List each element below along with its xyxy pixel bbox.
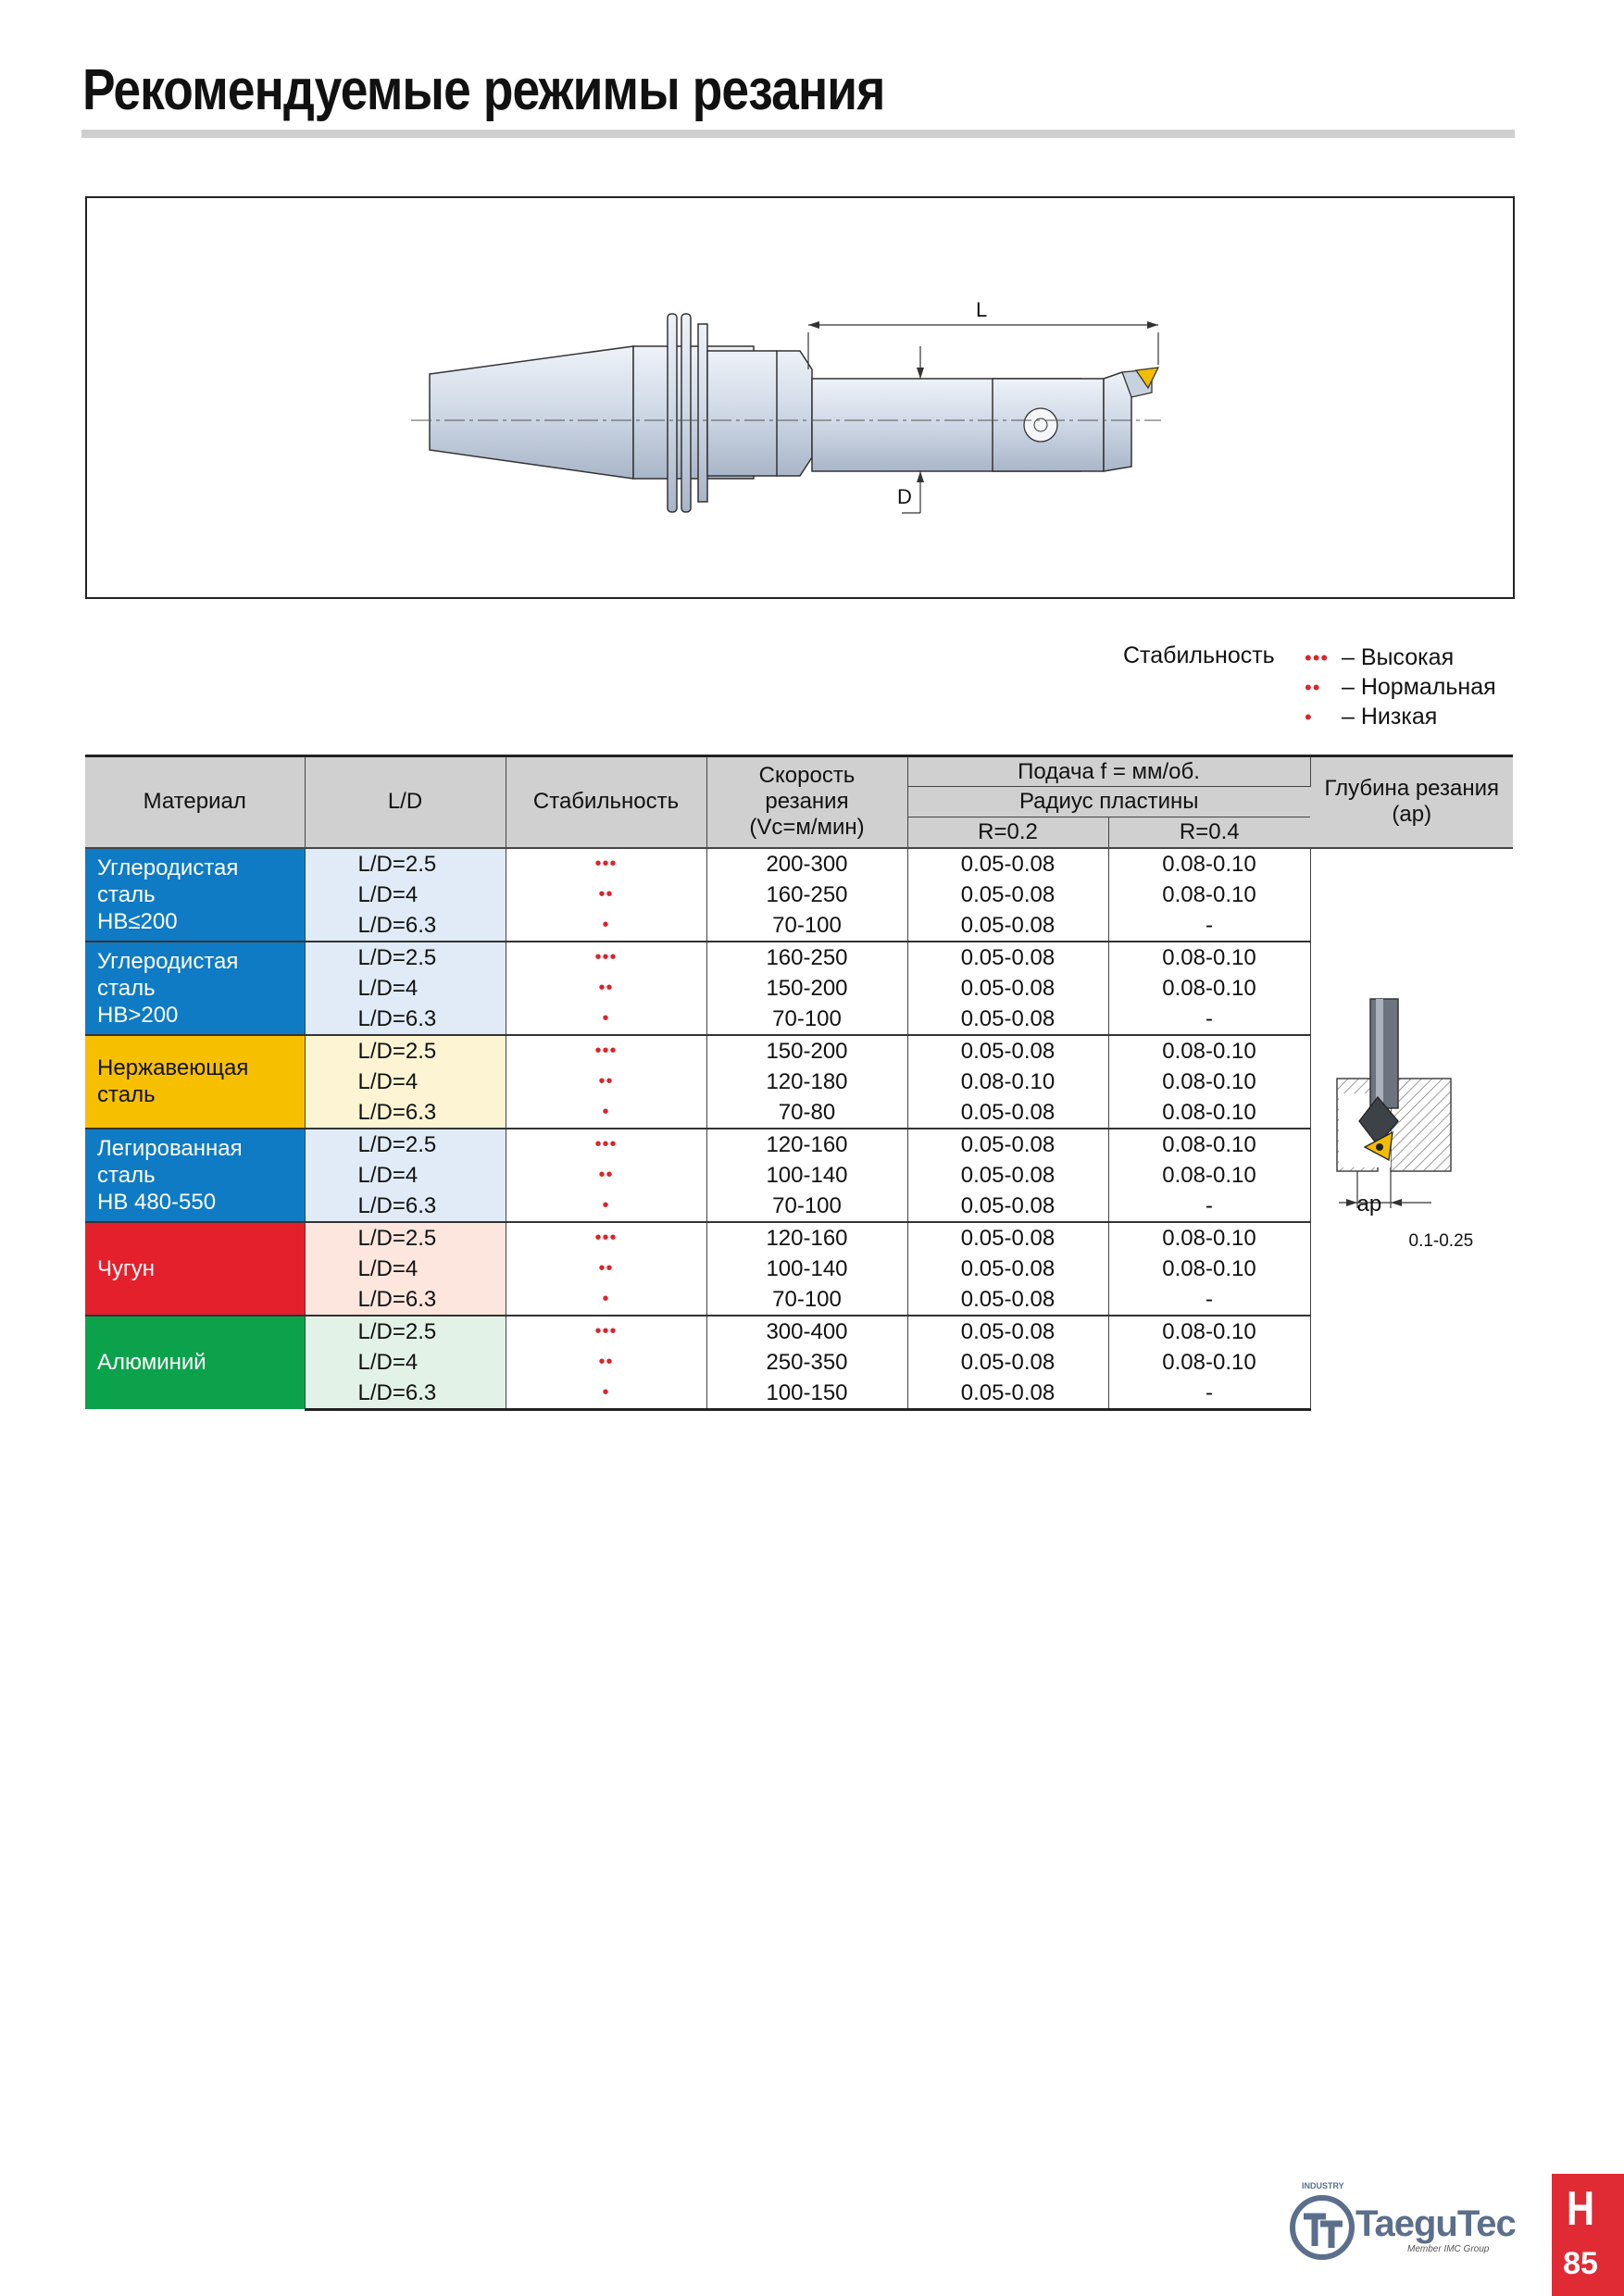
speed-cell: 70-100: [706, 910, 907, 942]
stability-cell: •: [506, 1284, 706, 1316]
speed-cell: 100-140: [706, 1160, 907, 1191]
page-title: Рекомендуемые режимы резания: [82, 58, 885, 122]
feed-r02-cell: 0.05-0.08: [907, 1191, 1108, 1222]
feed-r04-cell: 0.08-0.10: [1108, 1254, 1310, 1284]
stability-dots-icon: ••: [1305, 676, 1321, 699]
header-radius: Радиус пластины: [907, 787, 1310, 817]
speed-cell: 120-180: [706, 1067, 907, 1097]
feed-r02-cell: 0.05-0.08: [907, 910, 1108, 942]
header-material: Материал: [85, 756, 305, 848]
feed-r04-cell: 0.08-0.10: [1108, 1316, 1310, 1347]
speed-cell: 160-250: [706, 942, 907, 973]
speed-cell: 300-400: [706, 1316, 907, 1347]
speed-cell: 200-300: [706, 848, 907, 880]
stability-cell: •: [506, 1004, 706, 1035]
feed-r02-cell: 0.05-0.08: [907, 1160, 1108, 1191]
ld-cell: L/D=6.3: [305, 1284, 506, 1316]
stability-cell: •••: [506, 942, 706, 973]
feed-r02-cell: 0.05-0.08: [907, 1284, 1108, 1316]
ap-label: ap: [1356, 1192, 1382, 1217]
ld-cell: L/D=4: [305, 880, 506, 910]
stability-cell: ••: [506, 1067, 706, 1097]
header-feed: Подача f = мм/об.: [907, 756, 1310, 787]
feed-r04-cell: 0.08-0.10: [1108, 1097, 1310, 1129]
speed-cell: 70-100: [706, 1004, 907, 1035]
feed-r04-cell: 0.08-0.10: [1108, 880, 1310, 910]
ld-cell: L/D=2.5: [305, 1129, 506, 1160]
ld-cell: L/D=2.5: [305, 1316, 506, 1347]
logo-badge: INDUSTRY: [1302, 2181, 1344, 2190]
speed-cell: 120-160: [706, 1222, 907, 1254]
stability-cell: •: [506, 1191, 706, 1222]
legend-item-low: • – Низкая: [1305, 704, 1438, 730]
speed-cell: 100-140: [706, 1254, 907, 1284]
ld-cell: L/D=6.3: [305, 1097, 506, 1129]
feed-r04-cell: 0.08-0.10: [1108, 1160, 1310, 1191]
logo-brand: TaeguTec: [1355, 2203, 1516, 2244]
material-cell: Легированная сталь HB 480-550: [85, 1129, 305, 1222]
boring-bar-drawing: [87, 198, 1517, 601]
speed-cell: 120-160: [706, 1129, 907, 1160]
stability-cell: •••: [506, 848, 706, 880]
ld-cell: L/D=2.5: [305, 1035, 506, 1067]
ld-cell: L/D=4: [305, 1067, 506, 1097]
feed-r02-cell: 0.05-0.08: [907, 973, 1108, 1004]
material-cell: Углеродистая сталь HB>200: [85, 942, 305, 1035]
feed-r04-cell: -: [1108, 910, 1310, 942]
stability-cell: •••: [506, 1316, 706, 1347]
header-r02: R=0.2: [907, 817, 1108, 848]
feed-r02-cell: 0.05-0.08: [907, 848, 1108, 880]
table-row: [85, 1222, 1513, 1254]
header-depth: Глубина резания (ap): [1310, 756, 1513, 848]
stability-cell: ••: [506, 1347, 706, 1378]
feed-r04-cell: 0.08-0.10: [1108, 942, 1310, 973]
ld-cell: L/D=6.3: [305, 1378, 506, 1410]
taegutec-logo: [1289, 2181, 1530, 2261]
speed-cell: 150-200: [706, 1035, 907, 1067]
stability-cell: •••: [506, 1035, 706, 1067]
stability-cell: ••: [506, 880, 706, 910]
section-letter: H: [1566, 2182, 1595, 2236]
feed-r02-cell: 0.05-0.08: [907, 1222, 1108, 1254]
feed-r02-cell: 0.05-0.08: [907, 1035, 1108, 1067]
section-tab: [1552, 2174, 1624, 2296]
legend-item-high: ••• – Высокая: [1305, 644, 1455, 670]
legend-label: Стабильность: [1123, 643, 1275, 668]
stability-cell: •••: [506, 1222, 706, 1254]
ld-cell: L/D=4: [305, 973, 506, 1004]
legend-item-normal: •• – Нормальная: [1305, 674, 1496, 700]
stability-dots-icon: •••: [1305, 646, 1330, 669]
table-body: [85, 848, 1513, 1410]
stability-cell: •: [506, 1378, 706, 1410]
speed-cell: 150-200: [706, 973, 907, 1004]
feed-r04-cell: 0.08-0.10: [1108, 848, 1310, 880]
header-r04: R=0.4: [1108, 817, 1310, 848]
material-cell: Чугун: [85, 1222, 305, 1316]
stability-cell: ••: [506, 973, 706, 1004]
feed-r04-cell: -: [1108, 1284, 1310, 1316]
speed-cell: 160-250: [706, 880, 907, 910]
feed-r04-cell: 0.08-0.10: [1108, 1129, 1310, 1160]
ld-cell: L/D=6.3: [305, 1004, 506, 1035]
speed-cell: 70-100: [706, 1191, 907, 1222]
speed-cell: 70-100: [706, 1284, 907, 1316]
feed-r04-cell: 0.08-0.10: [1108, 1067, 1310, 1097]
ld-cell: L/D=4: [305, 1347, 506, 1378]
ld-cell: L/D=6.3: [305, 910, 506, 942]
ld-cell: L/D=4: [305, 1160, 506, 1191]
feed-r04-cell: -: [1108, 1004, 1310, 1035]
table-row: [85, 1129, 1513, 1160]
logo-emblem-icon: [1289, 2194, 1355, 2261]
stability-dots-icon: •: [1305, 705, 1313, 729]
title-underline: [81, 130, 1515, 138]
logo-member-text: Member IMC Group: [1407, 2244, 1490, 2254]
feed-r02-cell: 0.05-0.08: [907, 1316, 1108, 1347]
feed-r02-cell: 0.05-0.08: [907, 1097, 1108, 1129]
speed-cell: 250-350: [706, 1347, 907, 1378]
depth-of-cut-diagram: [1311, 990, 1514, 1267]
material-cell: Нержавеющая сталь: [85, 1035, 305, 1129]
speed-cell: 70-80: [706, 1097, 907, 1129]
table-row: [85, 848, 1513, 880]
stability-cell: ••: [506, 1160, 706, 1191]
feed-r04-cell: 0.08-0.10: [1108, 1035, 1310, 1067]
header-stability: Стабильность: [506, 756, 706, 848]
tool-drawing-frame: [85, 196, 1515, 599]
cutting-conditions-table: [85, 755, 1513, 1411]
feed-r04-cell: -: [1108, 1378, 1310, 1410]
stability-cell: •••: [506, 1129, 706, 1160]
header-ld: L/D: [305, 756, 506, 848]
feed-r02-cell: 0.08-0.10: [907, 1067, 1108, 1097]
ld-cell: L/D=2.5: [305, 942, 506, 973]
material-cell: Алюминий: [85, 1316, 305, 1410]
feed-r04-cell: -: [1108, 1191, 1310, 1222]
feed-r02-cell: 0.05-0.08: [907, 1378, 1108, 1410]
feed-r02-cell: 0.05-0.08: [907, 1254, 1108, 1284]
feed-r04-cell: 0.08-0.10: [1108, 1347, 1310, 1378]
feed-r04-cell: 0.08-0.10: [1108, 973, 1310, 1004]
stability-cell: •: [506, 910, 706, 942]
ld-cell: L/D=2.5: [305, 848, 506, 880]
feed-r02-cell: 0.05-0.08: [907, 1129, 1108, 1160]
feed-r02-cell: 0.05-0.08: [907, 942, 1108, 973]
page-number: 85: [1563, 2246, 1598, 2281]
feed-r02-cell: 0.05-0.08: [907, 880, 1108, 910]
material-cell: Углеродистая сталь HB≤200: [85, 848, 305, 942]
speed-cell: 100-150: [706, 1378, 907, 1410]
ld-cell: L/D=6.3: [305, 1191, 506, 1222]
ap-range-label: 0.1-0.25: [1408, 1231, 1474, 1252]
feed-r02-cell: 0.05-0.08: [907, 1347, 1108, 1378]
depth-figure-cell: [1310, 848, 1513, 1410]
feed-r02-cell: 0.05-0.08: [907, 1004, 1108, 1035]
stability-cell: ••: [506, 1254, 706, 1284]
table-row: [85, 1035, 1513, 1067]
dimension-D-label: D: [897, 485, 912, 508]
table-row: [85, 1316, 1513, 1347]
header-speed: Скорость резания (Vc=м/мин): [706, 756, 907, 848]
stability-cell: •: [506, 1097, 706, 1129]
ld-cell: L/D=4: [305, 1254, 506, 1284]
dimension-L-label: L: [976, 298, 988, 321]
ld-cell: L/D=2.5: [305, 1222, 506, 1254]
table-row: [85, 942, 1513, 973]
feed-r04-cell: 0.08-0.10: [1108, 1222, 1310, 1254]
